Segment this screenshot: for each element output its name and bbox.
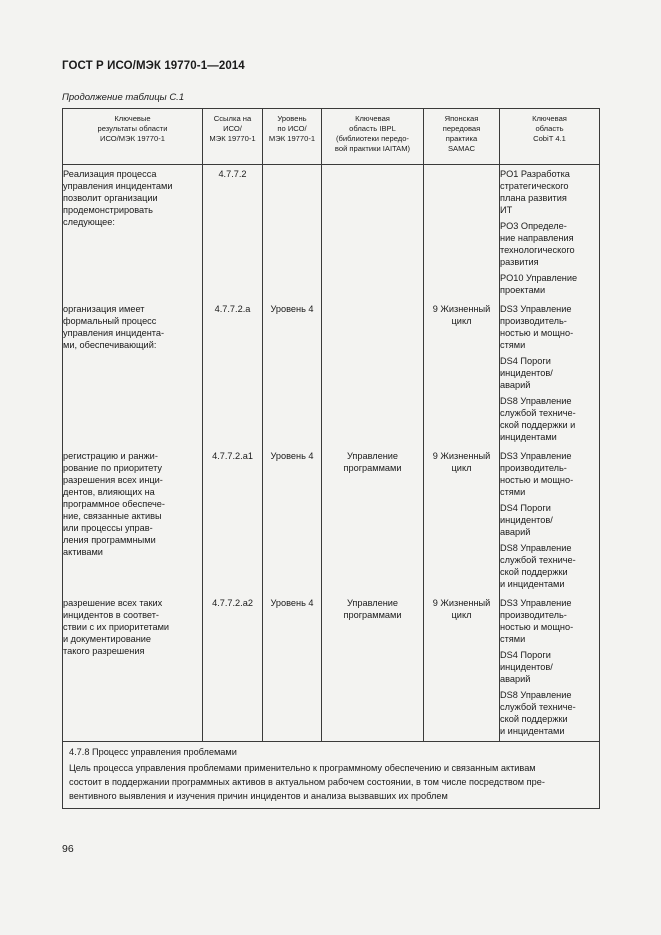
section-text-line: Цель процесса управления проблемами применительно к программному обеспечению и связанным активам [69, 763, 536, 773]
result-cell-line: разрешения всех инци- [63, 475, 163, 485]
result-cell-line: регистрацию и ранжи- [63, 451, 158, 461]
result-cell-line: разрешение всех таких [63, 598, 163, 608]
cobit-item-line: и инцидентами [500, 579, 565, 589]
result-cell [63, 300, 203, 447]
cobit-item-line: ностью и мощно- [500, 475, 574, 485]
samac-cell-line: цикл [451, 316, 472, 326]
result-cell-line: и документирование [63, 634, 152, 644]
cobit-item-line: ской поддержки [500, 567, 568, 577]
header-samac: Японская передовая практика SAMAC [424, 109, 500, 165]
cobit-item-line: DS8 Управление [500, 690, 572, 700]
section-text-line: состоит в поддержании программных активов в актуальном рабочем состоянии, в том числе посредством пре- [69, 777, 545, 787]
cobit-item-line: плана развития [500, 193, 567, 203]
result-cell-line: активами [63, 547, 103, 557]
result-cell-line: позволит организации [63, 193, 158, 203]
cobit-item [500, 649, 599, 685]
cobit-item-line: службой техниче- [500, 702, 576, 712]
cobit-cell [500, 300, 600, 447]
table-row [63, 165, 600, 301]
reference-cell: 4.7.7.2.a1 [203, 447, 263, 594]
cobit-item [500, 450, 599, 498]
cobit-item-line: DS8 Управление [500, 396, 572, 406]
section-cell [63, 742, 600, 809]
cobit-item-line: службой техниче- [500, 408, 576, 418]
cobit-item-line: инцидентами [500, 432, 557, 442]
cobit-item-line: и инцидентами [500, 726, 565, 736]
result-cell-line: такого разрешения [63, 646, 145, 656]
table-row [63, 447, 600, 594]
cobit-cell [500, 447, 600, 594]
cobit-item-line: инцидентов/ [500, 662, 553, 672]
cobit-item-line: DS3 Управление [500, 304, 572, 314]
ibpl-cell-line: Управление [346, 451, 399, 461]
cobit-item-line: производитель- [500, 610, 567, 620]
data-table [62, 108, 600, 809]
result-cell-line: организация имеет [63, 304, 145, 314]
header-key-results: Ключевые результаты области ИСО/МЭК 19770-1 [63, 109, 203, 165]
ibpl-cell [322, 594, 424, 741]
samac-cell-line: 9 Жизненный [432, 451, 491, 461]
cobit-item-line: DS4 Пороги [500, 650, 551, 660]
ibpl-cell-line: программами [343, 610, 402, 620]
cobit-item-line: аварий [500, 380, 531, 390]
result-cell-line: продемонстрировать [63, 205, 153, 215]
cobit-item-line: PO3 Определе- [500, 221, 567, 231]
result-cell-line: управления инцидентами [63, 181, 173, 191]
cobit-item-line: DS4 Пороги [500, 503, 551, 513]
ibpl-cell-line: Управление [346, 598, 399, 608]
cobit-item-line: DS3 Управление [500, 451, 572, 461]
header-reference: Ссылка на ИСО/ МЭК 19770-1 [203, 109, 263, 165]
result-cell [63, 594, 203, 741]
cobit-item-line: ностью и мощно- [500, 328, 574, 338]
samac-cell-line: цикл [451, 463, 472, 473]
cobit-item [500, 542, 599, 590]
result-cell-line: рование по приоритету [63, 463, 162, 473]
cobit-item [500, 395, 599, 443]
cobit-item [500, 220, 599, 268]
samac-cell [424, 447, 500, 594]
samac-cell-line: 9 Жизненный [432, 304, 491, 314]
cobit-item [500, 303, 599, 351]
cobit-item-line: ской поддержки и [500, 420, 576, 430]
cobit-item-line: PO1 Разработка [500, 169, 570, 179]
section-row [63, 742, 600, 809]
cobit-cell [500, 594, 600, 741]
samac-cell [424, 165, 500, 301]
table-row [63, 300, 600, 447]
result-cell-line: следующее: [63, 217, 115, 227]
cobit-item-line: инцидентов/ [500, 368, 553, 378]
result-cell-line: программное обеспече- [63, 499, 165, 509]
samac-cell-line: цикл [451, 610, 472, 620]
samac-cell-line: 9 Жизненный [432, 598, 491, 608]
samac-cell [424, 300, 500, 447]
cobit-item [500, 689, 599, 737]
ibpl-cell-line: программами [343, 463, 402, 473]
header-ibpl: Ключевая область IBPL (библиотеки передо- вой практики IAITAM) [322, 109, 424, 165]
ibpl-cell [322, 300, 424, 447]
section-text-line: вентивного выявления и изучения причин инцидентов и анализа вызвавших их проблем [69, 791, 448, 801]
cobit-item-line: инцидентов/ [500, 515, 553, 525]
page-number: 96 [62, 843, 74, 855]
cobit-item [500, 502, 599, 538]
cobit-item-line: производитель- [500, 316, 567, 326]
cobit-item [500, 168, 599, 216]
table-body [63, 165, 600, 742]
result-cell-line: или процессы управ- [63, 523, 153, 533]
cobit-item-line: аварий [500, 674, 531, 684]
cobit-item-line: технологического [500, 245, 575, 255]
cobit-item-line: производитель- [500, 463, 567, 473]
reference-cell: 4.7.7.2.a2 [203, 594, 263, 741]
reference-cell: 4.7.7.2 [203, 165, 263, 301]
result-cell-line: управления инцидента- [63, 328, 165, 338]
header-level: Уровень по ИСО/ МЭК 19770-1 [263, 109, 322, 165]
reference-cell: 4.7.7.2.a [203, 300, 263, 447]
result-cell-line: ние, связанные активы [63, 511, 162, 521]
samac-cell [424, 594, 500, 741]
cobit-item-line: DS3 Управление [500, 598, 572, 608]
result-cell [63, 165, 203, 301]
cobit-item-line: ИТ [500, 205, 513, 215]
cobit-item [500, 355, 599, 391]
level-cell [263, 165, 322, 301]
cobit-item [500, 597, 599, 645]
cobit-item-line: стями [500, 634, 526, 644]
header-cobit: Ключевая область CobiT 4.1 [500, 109, 600, 165]
result-cell-line: дентов, влияющих на [63, 487, 155, 497]
cobit-item-line: DS8 Управление [500, 543, 572, 553]
cobit-item-line: PO10 Управление [500, 273, 578, 283]
cobit-item-line: DS4 Пороги [500, 356, 551, 366]
cobit-cell [500, 165, 600, 301]
table-caption: Продолжение таблицы С.1 [62, 92, 185, 103]
result-cell-line: ления программными [63, 535, 156, 545]
table-row [63, 594, 600, 741]
result-cell-line: ми, обеспечивающий: [63, 340, 157, 350]
cobit-item-line: аварий [500, 527, 531, 537]
level-cell: Уровень 4 [263, 447, 322, 594]
result-cell-line: ствии с их приоритетами [63, 622, 170, 632]
cobit-item-line: стями [500, 487, 526, 497]
cobit-item-line: ностью и мощно- [500, 622, 574, 632]
section-title: 4.7.8 Процесс управления проблемами [69, 747, 237, 757]
cobit-item-line: стратегического [500, 181, 569, 191]
result-cell-line: формальный процесс [63, 316, 157, 326]
ibpl-cell [322, 447, 424, 594]
cobit-item [500, 272, 599, 296]
result-cell-line: Реализация процесса [63, 169, 157, 179]
ibpl-cell [322, 165, 424, 301]
level-cell: Уровень 4 [263, 594, 322, 741]
cobit-item-line: службой техниче- [500, 555, 576, 565]
result-cell-line: инцидентов в соответ- [63, 610, 159, 620]
cobit-item-line: проектами [500, 285, 546, 295]
level-cell: Уровень 4 [263, 300, 322, 447]
cobit-item-line: ние направления [500, 233, 574, 243]
cobit-item-line: ской поддержки [500, 714, 568, 724]
cobit-item-line: стями [500, 340, 526, 350]
page-title: ГОСТ Р ИСО/МЭК 19770-1—2014 [62, 60, 245, 72]
result-cell [63, 447, 203, 594]
cobit-item-line: развития [500, 257, 539, 267]
